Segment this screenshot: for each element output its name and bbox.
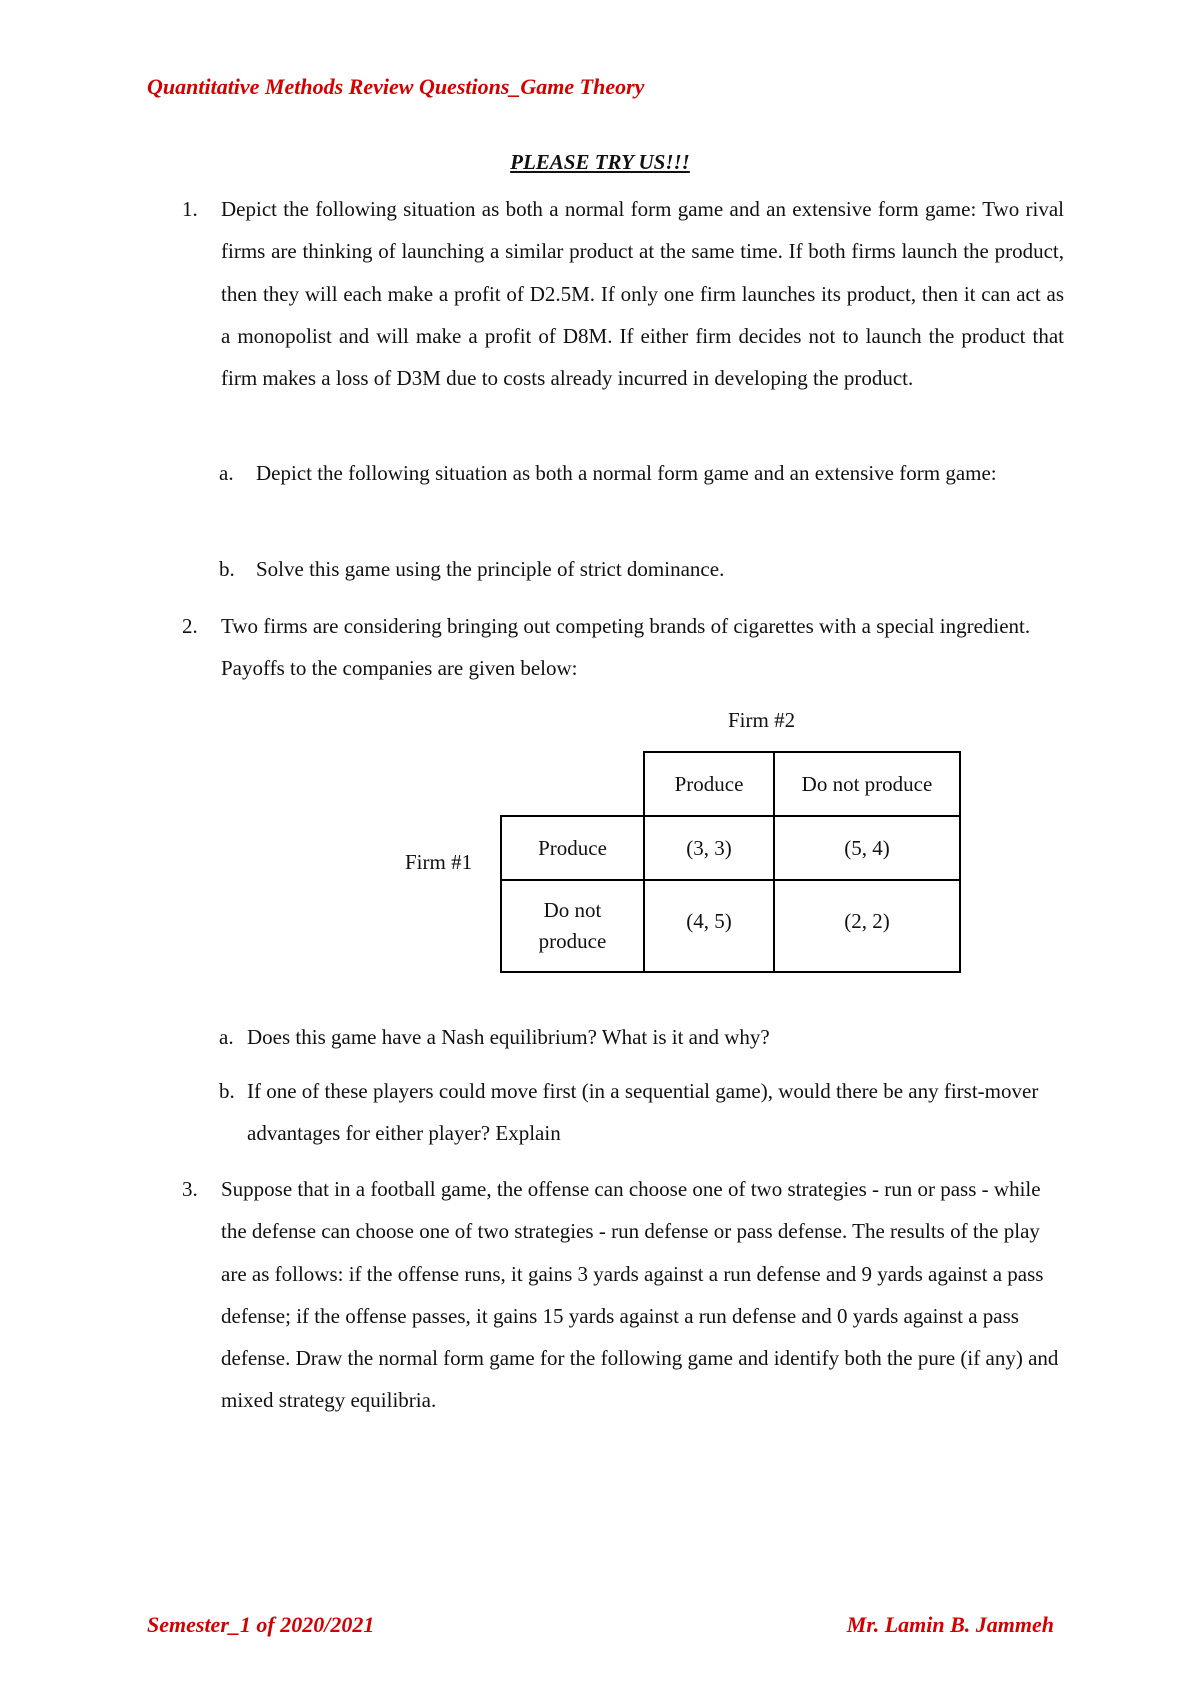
- part-text: If one of these players could move first (in a sequential game), would there be any first-mover advantages for either player? Explain: [247, 1079, 1039, 1145]
- question-number: 1.: [182, 197, 198, 221]
- part-text: Does this game have a Nash equilibrium? What is it and why?: [247, 1025, 770, 1049]
- question-1-part-b: [219, 548, 1064, 590]
- firm1-label: Firm #1: [405, 850, 473, 874]
- question-text: Suppose that in a football game, the offense can choose one of two strategies - run or pass - while the defense can choose one of two strategies - run defense or pass defense. The results of the play are as follows: if the offense runs, it gains 3 yards against a run defense and 9 yards against a pass defense; if the offense passes, it gains 15 yards against a run defense and 0 yards against a pass defense. Draw the normal form game for the following game and identify both the pure (if any) and mixed strategy equilibria.: [221, 1177, 1059, 1413]
- payoff-cell: (2, 2): [774, 880, 960, 972]
- payoff-cell: (3, 3): [644, 816, 774, 880]
- row-header: Do not produce: [501, 880, 644, 972]
- payoff-cell: (5, 4): [774, 816, 960, 880]
- question-text: Two firms are considering bringing out competing brands of cigarettes with a special ingredient. Payoffs to the companies are given below:: [221, 614, 1031, 681]
- part-label: b.: [219, 557, 235, 581]
- footer-author: Mr. Lamin B. Jammeh: [846, 1612, 1054, 1637]
- footer-semester: Semester_1 of 2020/2021: [147, 1612, 375, 1637]
- question-1-part-a: [219, 452, 1064, 494]
- part-label: a.: [219, 461, 234, 485]
- column-header: Produce: [644, 752, 774, 816]
- payoff-table: [500, 751, 961, 973]
- firm2-label: Firm #2: [728, 708, 796, 732]
- page-subtitle: PLEASE TRY US!!!: [510, 150, 690, 174]
- part-text: Depict the following situation as both a normal form game and an extensive form game:: [256, 461, 997, 485]
- payoff-cell: (4, 5): [644, 880, 774, 972]
- part-label: b.: [219, 1079, 235, 1103]
- question-1: [182, 188, 1064, 399]
- column-header: Do not produce: [774, 752, 960, 816]
- question-2: [182, 605, 1062, 690]
- question-text: Depict the following situation as both a normal form game and an extensive form game: Two rival firms are thinking of launching a similar product at the same time. If both firms launch the product, then they will each make a profit of D2.5M. If only one firm launches its product, then it can act as a monopolist and will make a profit of D8M. If either firm decides not to launch the product that firm makes a loss of D3M due to costs already incurred in developing the product.: [221, 197, 1064, 391]
- part-label: a.: [219, 1025, 234, 1049]
- question-number: 3.: [182, 1177, 198, 1201]
- part-text: Solve this game using the principle of strict dominance.: [256, 557, 725, 581]
- question-3: [182, 1168, 1062, 1422]
- header-title: Quantitative Methods Review Questions_Game Theory: [147, 74, 645, 99]
- question-number: 2.: [182, 614, 198, 638]
- row-header: Produce: [501, 816, 644, 880]
- question-2-part-b: [219, 1070, 1064, 1154]
- question-2-part-a: [219, 1016, 1064, 1058]
